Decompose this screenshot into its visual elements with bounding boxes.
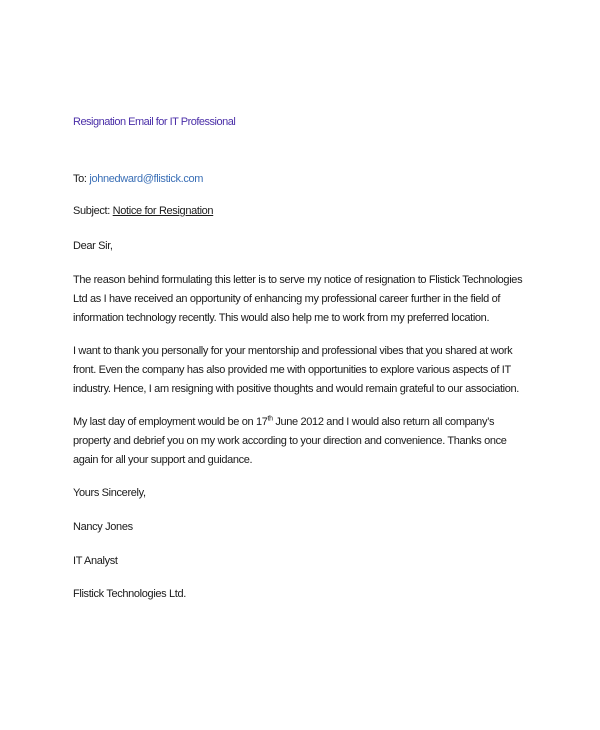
to-label: To: [73,173,87,185]
subject-line [73,205,213,217]
date-superscript: th [267,415,273,423]
closing: Yours Sincerely, [73,487,146,499]
recipient-email-link[interactable]: johnedward@flistick.com [89,173,204,185]
to-line [73,173,203,185]
paragraph-3-end: June 2012 and I would also return all company’s property and debrief you on my work according to your direction and convenience. Thanks once again for all your support and guidance. [73,416,507,466]
paragraph-3-start: My last day of employment would be on 17 [73,416,268,428]
paragraph-2: I want to thank you personally for your mentorship and professional vibes that you shared at work front. Even the company has also provided me with opportunities to explore various aspects of IT industry. Hence, I am resigning with positive thoughts and would remain grateful to our association. [73,345,519,395]
subject-text: Notice for Resignation [112,205,214,217]
document-title: Resignation Email for IT Professional [73,116,236,128]
salutation: Dear Sir, [73,240,113,252]
subject-label: Subject: [73,205,110,217]
signer-company: Flistick Technologies Ltd. [73,588,186,600]
paragraph-3 [73,413,533,470]
paragraph-1: The reason behind formulating this letter is to serve my notice of resignation to Flistick Technologies Ltd as I have received an opportunity of enhancing my professional career further in the field of information technology recently. This would also help me to work from my preferred location. [73,274,523,324]
signer-position: IT Analyst [73,555,118,567]
signer-name: Nancy Jones [73,521,133,533]
